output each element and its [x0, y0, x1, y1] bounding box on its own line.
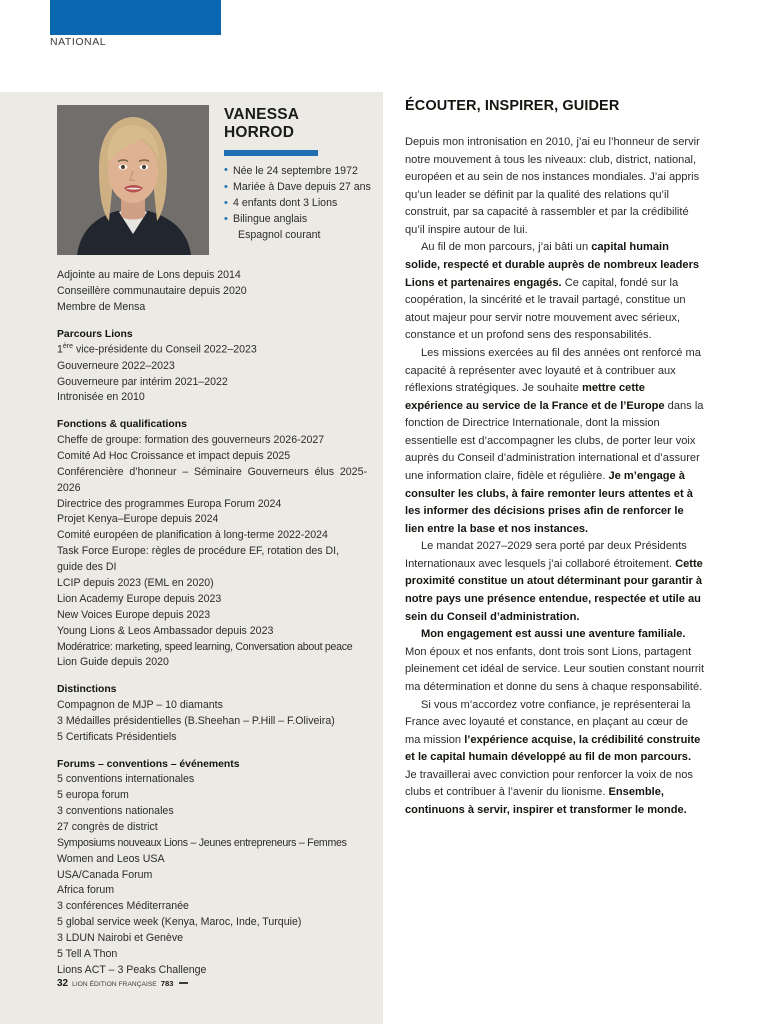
cv-line: Modératrice: marketing, speed learning, Conversation about peace — [57, 640, 353, 653]
cv-line: Lions ACT – 3 Peaks Challenge — [57, 963, 207, 976]
article-paragraph — [405, 626, 705, 696]
fact-text-continuation: Espagnol courant — [238, 229, 321, 242]
page-title: ÉCOUTER, INSPIRER, GUIDER — [405, 98, 620, 114]
cv-line: 1ère vice-présidente du Conseil 2022–2023 — [57, 343, 257, 356]
article-paragraph — [405, 538, 705, 626]
bullet-icon: • — [224, 196, 228, 209]
body-text: Je travaillerai avec conviction pour renforcer la voix de nos clubs et contribuer à l’avenir du lionisme. — [405, 768, 693, 799]
cv-section-heading: Forums – conventions – événements — [57, 758, 240, 770]
cv-line: Directrice des programmes Europa Forum 2024 — [57, 497, 282, 510]
body-text: Les missions exercées au fil des années ont renforcé ma capacité à représenter avec loyauté et à contribuer aux réflexions stratégiques. Je souhaite — [405, 346, 701, 395]
ordinal-suffix: ère — [62, 343, 74, 351]
list-item — [224, 195, 374, 211]
cv-line: Compagnon de MJP – 10 diamants — [57, 698, 223, 711]
cv-line: Comité Ad Hoc Croissance et impact depuis 2025 — [57, 449, 291, 462]
cv-line: Conseillère communautaire depuis 2020 — [57, 284, 247, 297]
profile-last-name: HORROD — [224, 123, 295, 141]
publication-name: LION ÉDITION FRANÇAISE — [72, 981, 157, 988]
cv-line: 5 europa forum — [57, 789, 129, 802]
body-text: Si vous m’accordez votre confiance, je représenterai la France avec loyauté et constance, en plaçant au cœur de ma mission — [405, 698, 691, 746]
cv-line: USA/Canada Forum — [57, 868, 153, 881]
cv-line: Membre de Mensa — [57, 300, 146, 313]
article-paragraph — [405, 697, 705, 820]
fact-text: Bilingue anglais — [233, 213, 308, 226]
body-text: Depuis mon intronisation en 2010, j’ai eu l’honneur de servir notre mouvement à tous les niveaux: club, district, national, européen et au sein de nos instances mondiales. J’ai appris qu’un leader se définit par la qualité des relations qu’il construit, par sa capacité à rassembler et par la crédibilité qu’il inspire autour de lui. — [405, 136, 700, 236]
bullet-icon: • — [224, 180, 228, 193]
bullet-icon: • — [224, 212, 228, 225]
page-footer — [57, 978, 188, 989]
body-text: Le mandat 2027–2029 sera porté par deux Présidents Internationaux avec lesquels j’ai collaboré étroitement. — [405, 540, 687, 570]
issue-number: 783 — [160, 979, 174, 988]
article — [405, 98, 705, 820]
cv-line: Lion Academy Europe depuis 2023 — [57, 592, 222, 605]
cv-line: New Voices Europe depuis 2023 — [57, 608, 211, 621]
article-paragraph — [405, 239, 705, 344]
emphasis-text: l’expérience acquise, la crédibilité construite et le capital humain développé au fil de mon parcours. — [405, 733, 701, 764]
article-paragraph — [405, 345, 705, 538]
cv-line: 3 LDUN Nairobi et Genève — [57, 932, 184, 945]
cv-line: Intronisée en 2010 — [57, 391, 145, 404]
cv-line: Lion Guide depuis 2020 — [57, 656, 169, 669]
article-body — [405, 134, 705, 820]
cv-line: Conférencière d’honneur – Séminaire Gouverneurs élus 2025-2026 — [57, 465, 367, 494]
cv-line: 5 Tell A Thon — [57, 948, 118, 961]
cv-intro — [57, 268, 367, 316]
cv-line: Cheffe de groupe: formation des gouverneurs 2026-2027 — [57, 433, 325, 446]
cv-line: Adjointe au maire de Lons depuis 2014 — [57, 269, 241, 281]
body-text: dans la fonction de Directrice Internationale, dont la mission essentielle est d’accompagner les clubs, de porter leur voix auprès du Conseil d’administration international et d’assurer une information claire, fidèle et régulière. — [405, 399, 704, 482]
cv-section-heading: Fonctions & qualifications — [57, 419, 187, 431]
section-color-bar — [50, 0, 221, 35]
emphasis-text: Ensemble, continuons à servir, inspirer et transformer le monde. — [405, 786, 687, 816]
section-label: NATIONAL — [50, 36, 107, 48]
cv-line: 3 conférences Méditerranée — [57, 900, 189, 913]
body-text: Au fil de mon parcours, j’ai bâti un — [421, 241, 592, 254]
cv-line: Symposiums nouveaux Lions – Jeunes entrepreneurs – Femmes — [57, 836, 347, 849]
portrait-illustration — [57, 105, 209, 255]
cv-line: Africa forum — [57, 884, 115, 897]
bullet-icon: • — [224, 164, 228, 177]
cv-line: 5 Certificats Présidentiels — [57, 730, 177, 743]
fact-text: Née le 24 septembre 1972 — [233, 164, 358, 177]
cv-line: Task Force Europe: règles de procédure EF, rotation des DI, guide des DI — [57, 545, 340, 574]
page-number: 32 — [57, 978, 69, 989]
emphasis-text: capital humain solide, respecté et durable auprès de nombreux leaders Lions et partenaires engagés. — [405, 241, 700, 289]
cv-section-heading: Parcours Lions — [57, 328, 133, 340]
profile-identity — [224, 106, 374, 243]
emphasis-text: Mon engagement est aussi une aventure familiale. — [421, 628, 686, 641]
cv-line: Young Lions & Leos Ambassador depuis 2023 — [57, 624, 274, 637]
fact-text: 4 enfants dont 3 Lions — [233, 197, 338, 210]
profile-first-name: VANESSA — [224, 106, 300, 123]
emphasis-text: mettre cette expérience au service de la France et de l’Europe — [405, 382, 665, 412]
cv-line: 3 conventions nationales — [57, 805, 174, 818]
name-accent-rule — [224, 150, 318, 156]
emphasis-text: Je m’engage à consulter les clubs, à faire remonter leurs attentes et à les informer des décisions prises afin de renforcer le lien entre la base et nos instances. — [405, 469, 693, 535]
cv-line: LCIP depuis 2023 (EML en 2020) — [57, 577, 214, 589]
cv-line: Gouverneure par intérim 2021–2022 — [57, 375, 228, 388]
body-text: Ce capital, fondé sur la coopération, la sincérité et le travail partagé, constitue un atout majeur pour servir notre mouvement avec sérieux, constance et un profond sens des responsabilités. — [405, 276, 686, 342]
cv-line: 5 conventions internationales — [57, 773, 195, 786]
cv-line: Projet Kenya–Europe depuis 2024 — [57, 513, 219, 526]
profile-facts-list — [224, 163, 374, 243]
profile-name — [224, 106, 374, 142]
list-item — [224, 211, 374, 243]
footer-dash-icon — [179, 982, 188, 984]
cv-line: 27 congrès de district — [57, 820, 158, 833]
profile-cv — [57, 268, 367, 979]
cv-section-heading: Distinctions — [57, 684, 117, 696]
emphasis-text: Cette proximité constitue un atout déterminant pour garantir à notre pays une présence entendue, respectée et utile au sein du Conseil d’administration. — [405, 557, 703, 623]
cv-line: Women and Leos USA — [57, 852, 165, 865]
cv-line: 3 Médailles présidentielles (B.Sheehan – P.Hill – F.Oliveira) — [57, 714, 335, 727]
cv-line: Gouverneure 2022–2023 — [57, 359, 175, 372]
fact-text: Mariée à Dave depuis 27 ans — [233, 181, 371, 194]
portrait-photo — [57, 105, 209, 255]
cv-line: Comité européen de planification à long-terme 2022-2024 — [57, 529, 328, 542]
list-item — [224, 179, 374, 195]
body-text: Mon époux et nos enfants, dont trois sont Lions, partagent pleinement cet idéal de service. Leur soutien constant nourrit ma détermination et donne du sens à chaque responsabilité. — [405, 645, 705, 693]
list-item — [224, 163, 374, 179]
cv-line: 5 global service week (Kenya, Maroc, Inde, Turquie) — [57, 916, 302, 929]
article-paragraph — [405, 134, 705, 239]
